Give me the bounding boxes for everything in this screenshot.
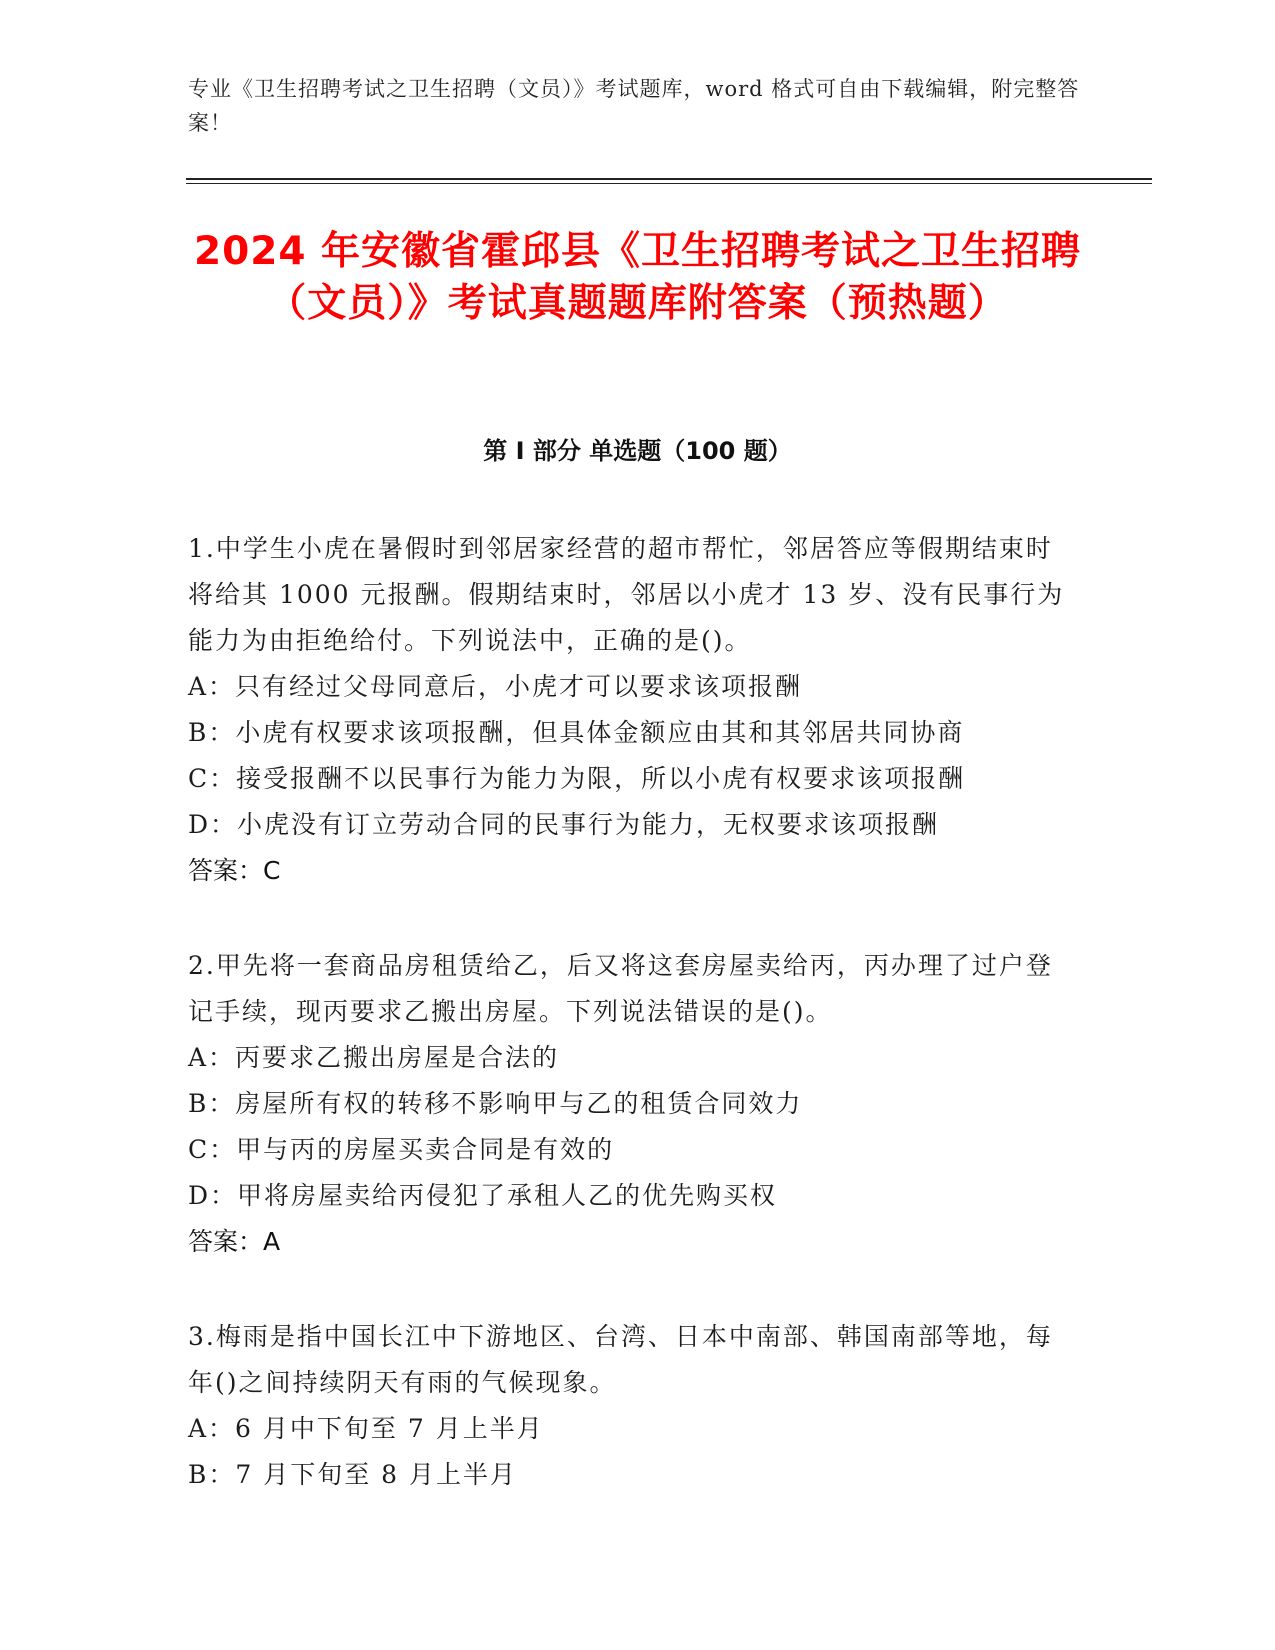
option-c: C：接受报酬不以民事行为能力为限，所以小虎有权要求该项报酬 bbox=[188, 764, 966, 793]
section-heading: 第 I 部分 单选题（100 题） bbox=[483, 437, 792, 465]
option-b: B：小虎有权要求该项报酬，但具体金额应由其和其邻居共同协商 bbox=[188, 718, 965, 747]
option-a: A：丙要求乙搬出房屋是合法的 bbox=[188, 1043, 560, 1072]
option-b: B：房屋所有权的转移不影响甲与乙的租赁合同效力 bbox=[188, 1089, 803, 1118]
document-title: 2024 年安徽省霍邱县《卫生招聘考试之卫生招聘（文员）》考试真题题库附答案（预热题） bbox=[193, 229, 1082, 326]
question-2 bbox=[188, 943, 1068, 1265]
header-divider-thin bbox=[186, 183, 1152, 184]
option-c: C：甲与丙的房屋买卖合同是有效的 bbox=[188, 1135, 615, 1164]
answer-text: 答案：C bbox=[188, 856, 281, 885]
question-stem: 2.甲先将一套商品房租赁给乙，后又将这套房屋卖给丙，丙办理了过户登记手续，现丙要求乙搬出房屋。下列说法错误的是()。 bbox=[188, 951, 1053, 1026]
question-list bbox=[188, 526, 1068, 1547]
option-a: A：只有经过父母同意后，小虎才可以要求该项报酬 bbox=[188, 672, 803, 701]
option-d: D：甲将房屋卖给丙侵犯了承租人乙的优先购买权 bbox=[188, 1181, 778, 1210]
question-stem: 3.梅雨是指中国长江中下游地区、台湾、日本中南部、韩国南部等地，每年()之间持续阴天有雨的气候现象。 bbox=[188, 1322, 1053, 1397]
answer-text: 答案：A bbox=[188, 1227, 281, 1256]
question-3 bbox=[188, 1314, 1068, 1498]
header-note: 专业《卫生招聘考试之卫生招聘（文员）》考试题库，word 格式可自由下载编辑，附完整答案！ bbox=[188, 77, 1080, 135]
question-stem: 1.中学生小虎在暑假时到邻居家经营的超市帮忙，邻居答应等假期结束时将给其 1000 元报酬。假期结束时，邻居以小虎才 13 岁、没有民事行为能力为由拒绝给付。下列说法中，正确的是()。 bbox=[188, 534, 1065, 655]
header-divider bbox=[186, 178, 1152, 180]
question-1 bbox=[188, 526, 1068, 894]
option-d: D：小虎没有订立劳动合同的民事行为能力，无权要求该项报酬 bbox=[188, 810, 940, 839]
option-b: B：7 月下旬至 8 月上半月 bbox=[188, 1460, 518, 1489]
option-a: A：6 月中下旬至 7 月上半月 bbox=[188, 1414, 544, 1443]
